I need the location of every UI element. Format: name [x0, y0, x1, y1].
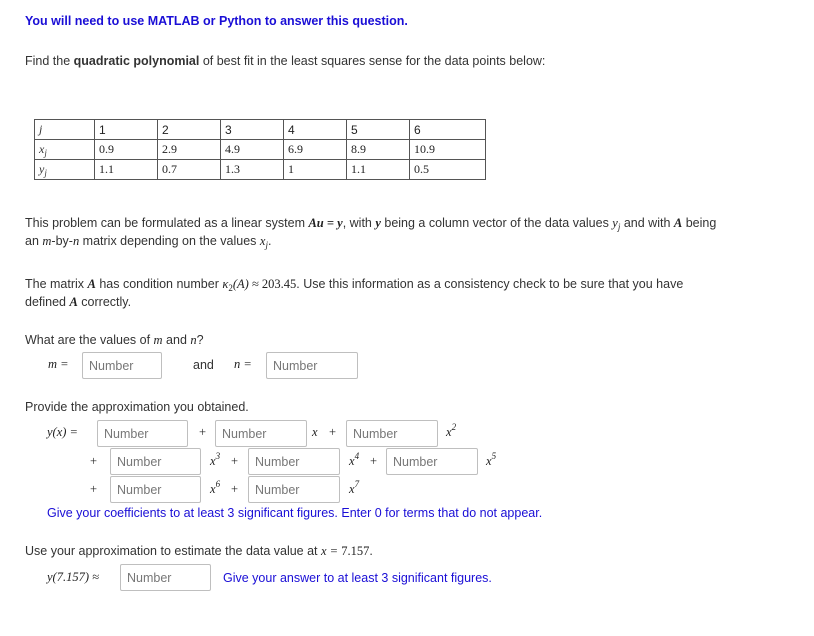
mn-question: What are the values of m and n? — [25, 333, 204, 347]
plus-sign: + — [329, 425, 337, 439]
term-x5: $x^5$ — [486, 451, 497, 468]
table-cell: 6.9 — [284, 140, 347, 160]
table-cell: 1.1 — [347, 160, 410, 180]
condition-number-statement: The matrix A has condition number $\kappa_2(A) \approx 203.45$. Use this information as a consistency check to be sure that you have defined A correctly. — [25, 277, 684, 309]
plus-sign: + — [199, 425, 207, 439]
term-x7: $x^7$ — [349, 479, 360, 496]
estimate-input[interactable] — [120, 564, 211, 591]
coefficient-input-3[interactable] — [110, 448, 201, 475]
row-header-j: j — [35, 120, 95, 140]
table-row-x — [35, 140, 486, 160]
and-label: and — [193, 358, 214, 372]
table-cell: 0.9 — [95, 140, 158, 160]
table-cell: 2 — [158, 120, 221, 140]
plus-sign: + — [90, 482, 98, 496]
coefficient-input-0[interactable] — [97, 420, 188, 447]
condition-number-value: 203.45 — [261, 277, 297, 291]
table-cell: 1.3 — [221, 160, 284, 180]
n-input[interactable] — [266, 352, 358, 379]
table-cell: 10.9 — [410, 140, 486, 160]
n-label: n = — [234, 357, 252, 371]
table-cell: 8.9 — [347, 140, 410, 160]
row-header-y: $y_j$ — [35, 160, 95, 180]
m-label: m = — [48, 357, 69, 371]
estimate-note: Give your answer to at least 3 significant figures. — [223, 571, 492, 585]
instructions: Find the quadratic polynomial of best fit in the least squares sense for the data points below: — [25, 54, 546, 68]
table-cell: 4 — [284, 120, 347, 140]
polynomial-lhs: y(x) = — [47, 425, 78, 439]
term-x3: $x^3$ — [210, 451, 221, 468]
data-table — [34, 119, 486, 180]
table-row-j — [35, 120, 486, 140]
coefficient-input-6[interactable] — [110, 476, 201, 503]
problem-statement: This problem can be formulated as a linear system Au = y, with y being a column vector of the data values $y_j$ and with A being an m-by-n matrix depending on the values $x_j$. — [25, 216, 717, 250]
approximation-prompt: Provide the approximation you obtained. — [25, 400, 249, 414]
plus-sign: + — [370, 454, 378, 468]
table-cell: 0.7 — [158, 160, 221, 180]
tool-notice: You will need to use MATLAB or Python to answer this question. — [25, 14, 408, 28]
term-x6: $x^6$ — [210, 479, 221, 496]
coefficient-input-7[interactable] — [248, 476, 340, 503]
row-header-x: $x_j$ — [35, 140, 95, 160]
plus-sign: + — [90, 454, 98, 468]
estimate-lhs: y(7.157) ≈ — [47, 570, 99, 584]
table-row-y — [35, 160, 486, 180]
table-cell: 5 — [347, 120, 410, 140]
emphasis-quadratic-polynomial: quadratic polynomial — [73, 54, 200, 68]
term-x4: $x^4$ — [349, 451, 360, 468]
table-cell: 1 — [284, 160, 347, 180]
plus-sign: + — [231, 454, 239, 468]
estimate-prompt: Use your approximation to estimate the data value at x = 7.157. — [25, 544, 373, 558]
table-cell: 1 — [95, 120, 158, 140]
coefficient-input-1[interactable] — [215, 420, 307, 447]
table-cell: 2.9 — [158, 140, 221, 160]
coefficient-input-4[interactable] — [248, 448, 340, 475]
term-x: x — [312, 425, 318, 439]
plus-sign: + — [231, 482, 239, 496]
table-cell: 1.1 — [95, 160, 158, 180]
coefficients-note: Give your coefficients to at least 3 significant figures. Enter 0 for terms that do not appear. — [47, 506, 543, 520]
table-cell: 6 — [410, 120, 486, 140]
m-input[interactable] — [82, 352, 162, 379]
coefficient-input-2[interactable] — [346, 420, 438, 447]
coefficient-input-5[interactable] — [386, 448, 478, 475]
table-cell: 0.5 — [410, 160, 486, 180]
table-cell: 3 — [221, 120, 284, 140]
term-x2: $x^2$ — [446, 422, 457, 439]
table-cell: 4.9 — [221, 140, 284, 160]
